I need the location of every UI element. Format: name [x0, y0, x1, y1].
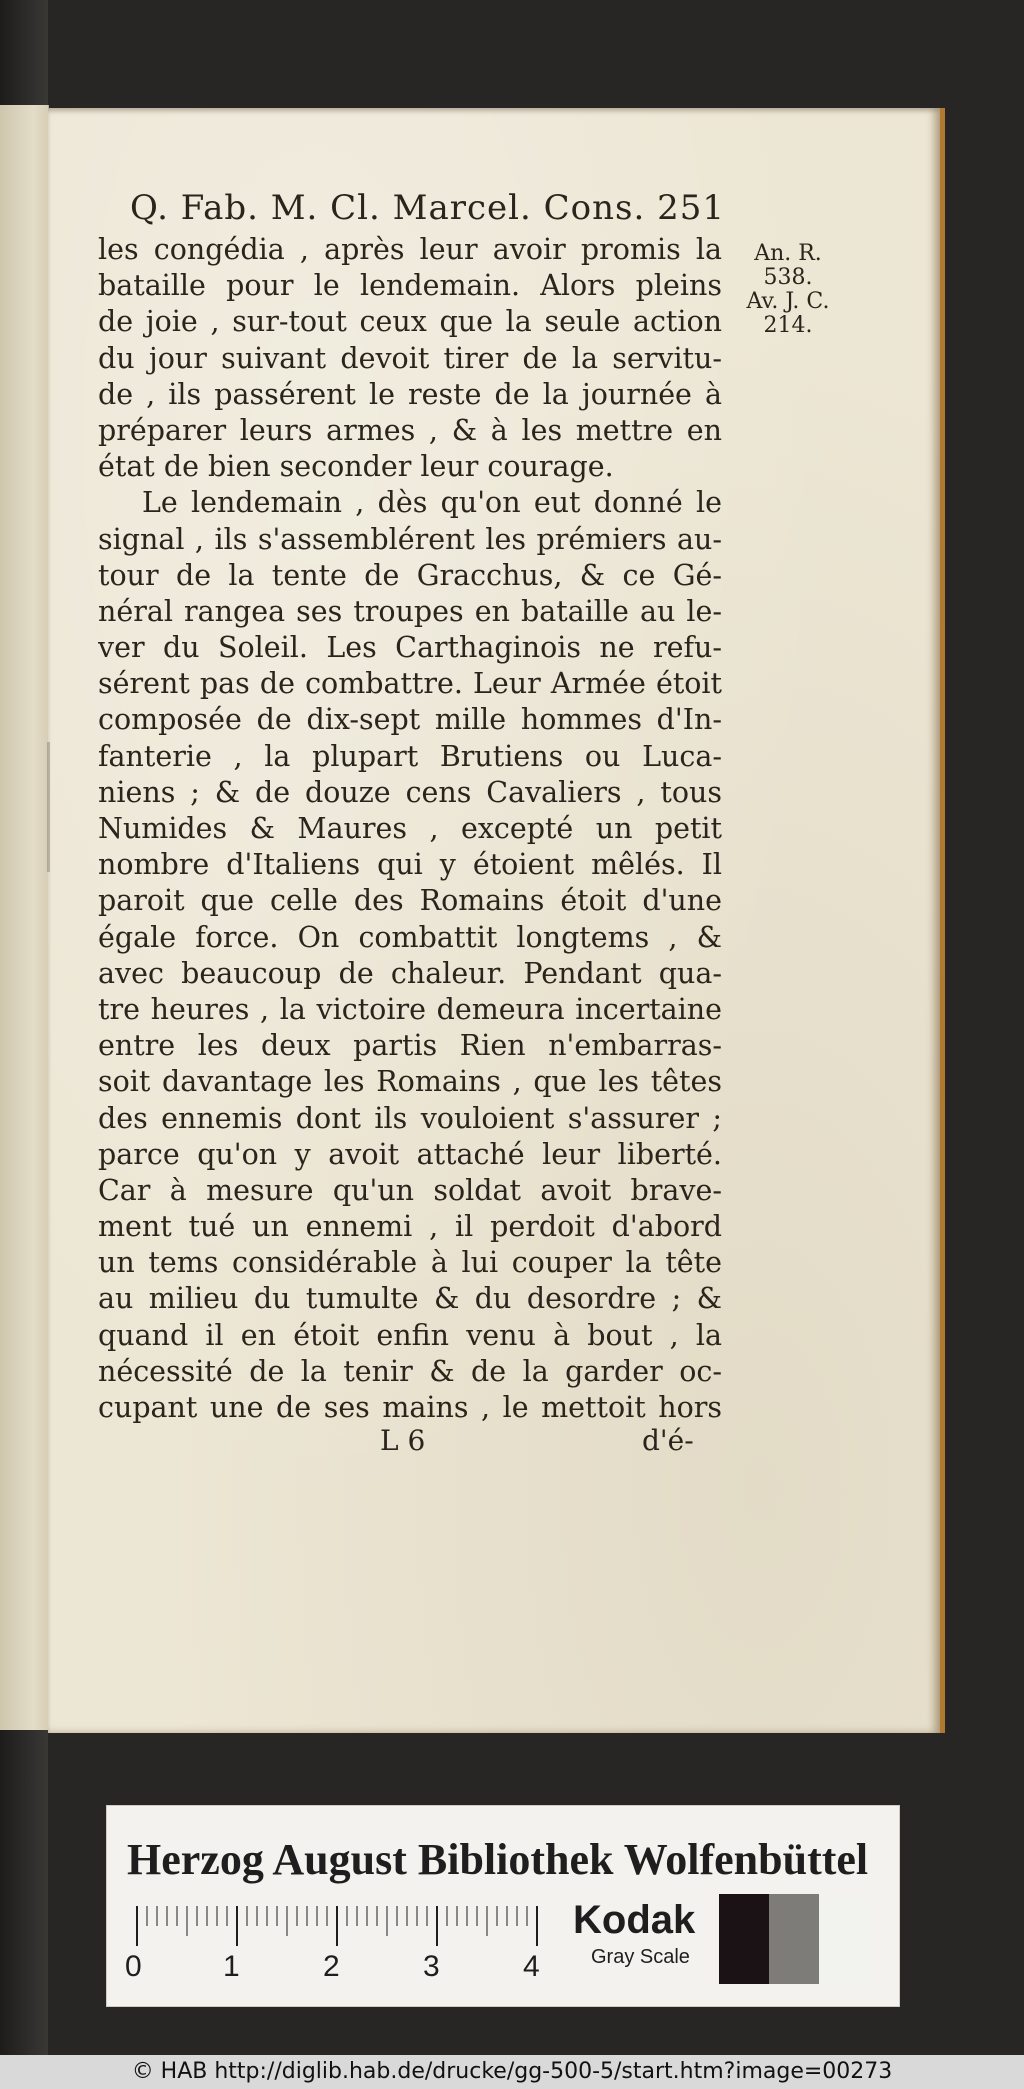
copyright-footer: © HAB http://diglib.hab.de/drucke/gg-500-5/start.htm?image=00273: [0, 2055, 1024, 2089]
text-line: les congédia , après leur avoir promis la: [98, 233, 722, 266]
margin-note-line: 214.: [763, 313, 813, 338]
ruler-label: 0: [125, 1950, 142, 1983]
text-line: nombre d'Italiens qui y étoient mêlés. Il: [98, 848, 722, 882]
gray-swatch: [719, 1894, 769, 1984]
margin-note-line: 538.: [763, 265, 813, 290]
previous-page-edge: [0, 105, 49, 1730]
gray-swatch: [819, 1894, 869, 1984]
calibration-card: [106, 1805, 900, 2007]
text-line: de joie , sur-tout ceux que la seule action: [98, 305, 722, 339]
text-line: avec beaucoup de chaleur. Pendant qua-: [98, 956, 722, 990]
running-header: Q. Fab. M. Cl. Marcel. Cons. 251: [130, 188, 725, 228]
text-line: nécessité de la tenir & de la garder oc-: [98, 1354, 722, 1388]
ruler-labels: [125, 1950, 645, 1986]
text-line: un tems considérable à lui couper la tête: [98, 1246, 722, 1280]
library-name: Herzog August Bibliothek Wolfenbüttel: [127, 1835, 869, 1884]
text-line: du jour suivant devoit tirer de la servitu-: [98, 341, 722, 375]
text-line: bataille pour le lendemain. Alors pleins: [98, 269, 722, 303]
text-line: des ennemis dont ils vouloient s'assurer ;: [98, 1101, 722, 1135]
text-line: ment tué un ennemi , il perdoit d'abord: [98, 1210, 722, 1244]
page-fold-mark: [47, 742, 50, 872]
text-line: composée de dix-sept mille hommes d'In-: [98, 703, 722, 737]
text-line: néral rangea ses troupes en bataille au le-: [98, 594, 722, 628]
text-line: tour de la tente de Gracchus, & ce Gé-: [98, 558, 722, 592]
margin-note-line: Av. J. C.: [746, 289, 830, 314]
text-line: tre heures , la victoire demeura incertaine: [98, 992, 722, 1026]
gray-scale-label: Gray Scale: [591, 1946, 690, 1968]
text-line: cupant une de ses mains , le mettoit hors: [98, 1391, 722, 1424]
text-line: préparer leurs armes , & à les mettre en: [98, 413, 722, 447]
text-line: entre les deux partis Rien n'embarras-: [98, 1029, 722, 1063]
text-line: Numides & Maures , excepté un petit: [98, 812, 722, 845]
text-line: quand il en étoit enfin venu à bout , la: [98, 1318, 722, 1352]
text-line: ver du Soleil. Les Carthaginois ne refu-: [98, 631, 722, 665]
margin-note-line: An. R.: [754, 241, 822, 266]
text-line: niens ; & de douze cens Cavaliers , tous: [98, 775, 722, 809]
text-line: sérent pas de combattre. Leur Armée étoit: [98, 667, 722, 701]
gray-swatch: [769, 1894, 819, 1984]
text-line: parce qu'on y avoit attaché leur liberté.: [98, 1137, 722, 1171]
kodak-logo: Kodak: [573, 1898, 696, 1942]
text-line: égale force. On combattit longtems , &: [98, 920, 722, 954]
text-line: fanterie , la plupart Brutiens ou Luca-: [98, 739, 722, 773]
text-line: signal , ils s'assemblérent les prémiers au-: [98, 522, 722, 556]
gray-scale-swatches: [719, 1894, 869, 1984]
ruler-label: 3: [423, 1950, 440, 1983]
text-line: au milieu du tumulte & du desordre ; &: [98, 1282, 722, 1316]
text-line: de , ils passérent le reste de la journée à: [98, 377, 722, 411]
ruler-label: 4: [523, 1950, 540, 1983]
catchword: d'é-: [642, 1424, 694, 1457]
ruler-label: 2: [323, 1950, 340, 1983]
signature-mark: L 6: [380, 1424, 426, 1457]
text-line: paroit que celle des Romains étoit d'une: [98, 884, 722, 918]
text-line: état de bien seconder leur courage.: [98, 450, 614, 484]
text-line: soit davantage les Romains , que les têtes: [98, 1065, 722, 1099]
body-text: [98, 232, 722, 1426]
margin-date-note: [728, 242, 848, 338]
ruler-label: 1: [223, 1950, 240, 1983]
text-line: Le lendemain , dès qu'on eut donné le: [142, 486, 722, 520]
text-line: Car à mesure qu'un soldat avoit brave-: [98, 1173, 722, 1207]
